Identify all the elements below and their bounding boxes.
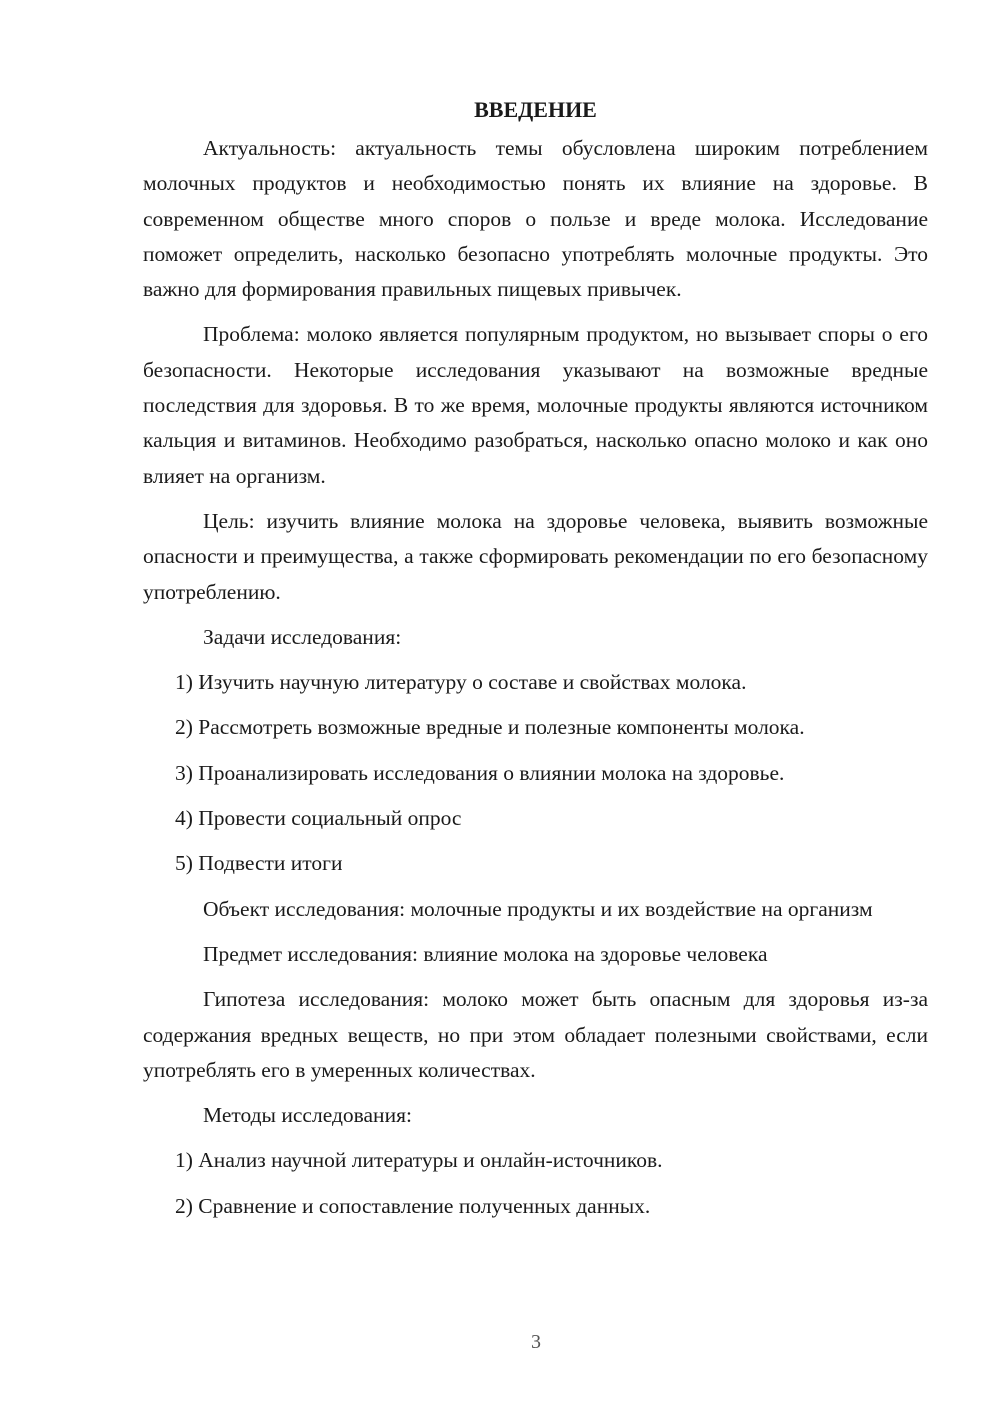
task-item: 1) Изучить научную литературу о составе и свойствах молока.	[175, 670, 747, 695]
method-item: 1) Анализ научной литературы и онлайн-источников.	[175, 1148, 663, 1173]
object-paragraph: Объект исследования: молочные продукты и их воздействие на организм	[203, 896, 873, 921]
relevance-paragraph: Актуальность: актуальность темы обусловлена широким потреблением молочных продуктов и необходимостью понять их влияние на здоровье. В современном обществе много споров о пользе и вреде молока. Исследование поможет определить, насколько безопасно употреблять молочные продукты. Это важно для формирования правильных пищевых привычек.	[143, 136, 928, 302]
tasks-heading: Задачи исследования:	[203, 624, 402, 649]
method-item: 2) Сравнение и сопоставление полученных данных.	[175, 1193, 651, 1218]
document-title: ВВЕДЕНИЕ	[474, 97, 597, 122]
subject-paragraph: Предмет исследования: влияние молока на здоровье человека	[203, 941, 768, 966]
page-number: 3	[531, 1331, 541, 1353]
task-item: 3) Проанализировать исследования о влиянии молока на здоровье.	[175, 760, 785, 785]
goal-paragraph: Цель: изучить влияние молока на здоровье человека, выявить возможные опасности и преимущества, а также сформировать рекомендации по его безопасному употреблению.	[143, 508, 928, 604]
tasks-list	[143, 665, 928, 881]
methods-heading: Методы исследования:	[203, 1103, 412, 1128]
document-page	[143, 92, 928, 1234]
task-item: 2) Рассмотреть возможные вредные и полезные компоненты молока.	[175, 715, 805, 740]
hypothesis-paragraph: Гипотеза исследования: молоко может быть опасным для здоровья из-за содержания вредных веществ, но при этом обладает полезными свойствами, если употреблять его в умеренных количествах.	[143, 987, 928, 1082]
task-item: 5) Подвести итоги	[175, 851, 343, 876]
methods-list	[143, 1143, 928, 1224]
task-item: 4) Провести социальный опрос	[175, 806, 462, 831]
problem-paragraph: Проблема: молоко является популярным продуктом, но вызывает споры о его безопасности. Некоторые исследования указывают на возможные вредные последствия для здоровья. В то же время, молочные продукты являются источником кальция и витаминов. Необходимо разобраться, насколько опасно молоко и как оно влияет на организм.	[143, 322, 928, 488]
